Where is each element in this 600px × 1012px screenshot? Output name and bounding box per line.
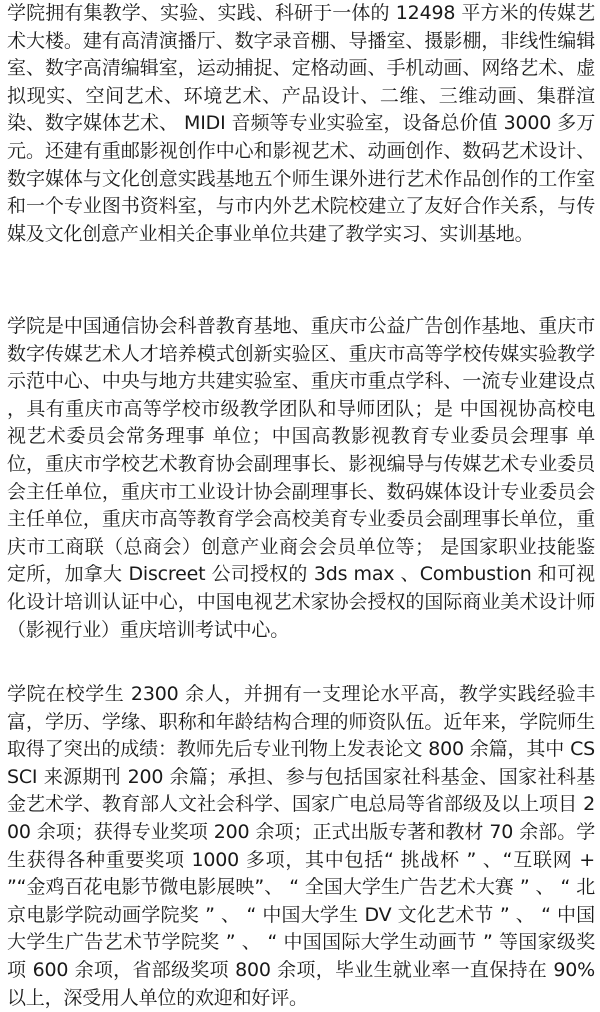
paragraph-bases-and-memberships: 学院是中国通信协会科普教育基地、重庆市公益广告创作基地、重庆市数字传媒艺术人才培养模式创新实验区、重庆市高等学校传媒实验教学示范中心、中央与地方共建实验室、重庆市重点学科、一流专业建设点 ，具有重庆市高等学校市级教学团队和导师团队；是 中国视协高校电视艺术委员会常务理事 单位；中国高教影视教育专业委员会理事 单位，重庆市学校艺术教育协会副理事长、影视编导与传媒艺术专业委员会主任单位，重庆市工业设计协会副理事长、数码媒体设计专业委员会主任单位，重庆市高等教育学会高校美育专业委员会副理事长单位，重庆市工商联（总商会）创意产业商会会员单位等； 是国家职业技能鉴定所，加拿大 Discreet 公司授权的 3ds max 、Combustion 和可视化设计培训认证中心，中国电视艺术家协会授权的国际商业美术设计师（影视行业）重庆培训考试中心。 xyxy=(7,315,595,641)
paragraph-students-and-achievements: 学院在校学生 2300 余人，并拥有一支理论水平高，教学实践经验丰富，学历、学缘、职称和年龄结构合理的师资队伍。近年来，学院师生取得了突出的成绩：教师先后专业刊物上发表论文 800 余篇，其中 CSSCI 来源期刊 200 余篇；承担、参与包括国家社科基金、国家社科基金艺术学、教育部人文社会科学、国家广电总局等省部级及以上项目 200 余项；获得专业奖项 200 余项；正式出版专著和教材 70 余部。学生获得各种重要奖项 1000 多项，其中包括“ 挑战杯 ” 、“互联网 + ”“金鸡百花电影节微电影展映”、 “ 全国大学生广告艺术大赛 ” 、 “ 北京电影学院动画学院奖 ” 、 “ 中国大学生 DV 文化艺术节 ” 、 “ 中国大学生广告艺术节学院奖 ” 、 “ 中国国际大学生动画节 ” 等国家级奖项 600 余项，省部级奖项 800 余项，毕业生就业率一直保持在 90% 以上，深受用人单位的欢迎和好评。 xyxy=(7,683,595,1009)
paragraph-facilities: 学院拥有集教学、实验、实践、科研于一体的 12498 平方米的传媒艺术大楼。建有高清演播厅、数字录音棚、导播室、摄影棚，非线性编辑室、数字高清编辑室，运动捕捉、定格动画、手机动画、网络艺术、虚拟现实、空间艺术、环境艺术、产品设计、二维、三维动画、集群渲染、数字媒体艺术、 MIDI 音频等专业实验室，设备总价值 3000 多万元。还建有重邮影视创作中心和影视艺术、动画创作、数码艺术设计、数字媒体与文化创意实践基地五个师生课外进行艺术作品创作的工作室和一个专业图书资料室，与市内外艺术院校建立了友好合作关系，与传媒及文化创意产业相关企事业单位共建了教学实习、实训基地。 xyxy=(7,2,596,245)
